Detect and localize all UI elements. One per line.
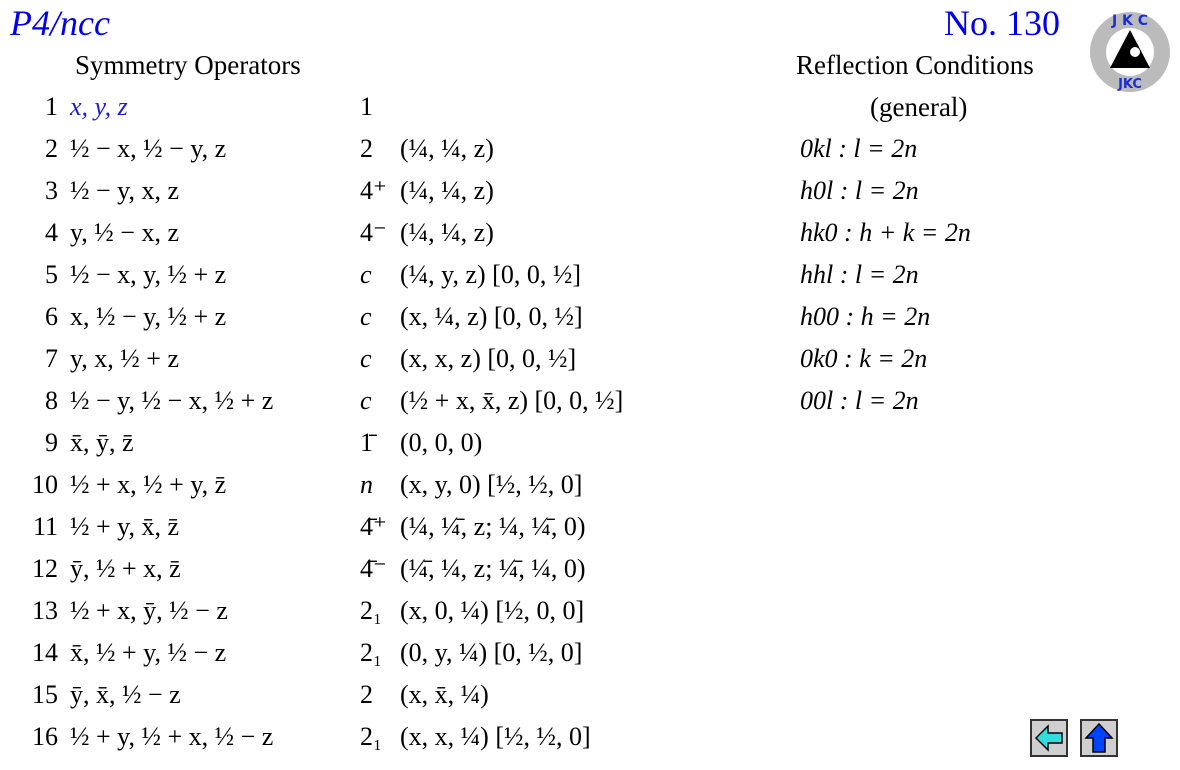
- operator-number: 3: [45, 176, 58, 205]
- operator-row: [0, 338, 273, 380]
- operator-row: [0, 86, 273, 128]
- operator-coordinates: ½ + x, ȳ, ½ − z: [70, 596, 228, 625]
- symmetry-element-row: [360, 422, 623, 464]
- symmetry-element-location: (x, x̄, ¼): [400, 680, 489, 709]
- operator-row: [0, 464, 273, 506]
- element-list: [360, 86, 623, 758]
- operator-number: 15: [32, 680, 58, 709]
- operator-number: 6: [45, 302, 58, 331]
- symmetry-element-symbol: c: [360, 344, 372, 373]
- operator-coordinates: ½ − y, ½ − x, ½ + z: [70, 386, 274, 415]
- operator-row: [0, 548, 273, 590]
- reflection-condition: 0kl : l = 2n: [800, 134, 918, 163]
- up-button[interactable]: [1080, 719, 1118, 757]
- symmetry-element-row: [360, 338, 623, 380]
- symmetry-element-location: (x, x, z) [0, 0, ½]: [400, 344, 577, 373]
- symmetry-element-row: [360, 170, 623, 212]
- symmetry-element-row: [360, 632, 623, 674]
- symmetry-element-symbol: 4̄⁺: [360, 512, 387, 541]
- operator-list: [0, 86, 273, 758]
- operator-number: 1: [45, 92, 58, 121]
- operator-row: [0, 716, 273, 758]
- reflection-condition: 00l : l = 2n: [800, 386, 919, 415]
- operator-coordinates: x̄, ȳ, z̄: [70, 428, 134, 457]
- jkc-logo: [1088, 10, 1172, 94]
- symmetry-element-symbol: 2: [360, 134, 373, 163]
- svg-text:J K C: J K C: [1111, 13, 1149, 29]
- operator-coordinates: ȳ, ½ + x, z̄: [70, 554, 181, 583]
- operator-number: 16: [32, 722, 58, 751]
- reflection-condition: hhl : l = 2n: [800, 260, 919, 289]
- operator-row: [0, 254, 273, 296]
- symmetry-element-location: (½ + x, x̄, z) [0, 0, ½]: [400, 386, 624, 415]
- reflection-condition: hk0 : h + k = 2n: [800, 218, 971, 247]
- operator-coordinates: y, x, ½ + z: [70, 344, 180, 373]
- symmetry-element-location: (x, 0, ¼) [½, 0, 0]: [400, 596, 585, 625]
- symmetry-element-row: [360, 296, 623, 338]
- operator-coordinates: ½ + x, ½ + y, z̄: [70, 470, 227, 499]
- symmetry-element-location: (¼, y, z) [0, 0, ½]: [400, 260, 581, 289]
- symmetry-element-location: (¼, ¼, z): [400, 176, 494, 205]
- operator-number: 13: [32, 596, 58, 625]
- symmetry-element-symbol: c: [360, 260, 372, 289]
- symmetry-element-symbol: c: [360, 302, 372, 331]
- operator-coordinates: x, ½ − y, ½ + z: [70, 302, 227, 331]
- space-group-number: No. 130: [944, 3, 1060, 43]
- symmetry-element-symbol: 2₁: [360, 638, 383, 667]
- symmetry-element-symbol: 2₁: [360, 722, 383, 751]
- symmetry-element-row: [360, 128, 623, 170]
- operator-coordinates: ½ − y, x, z: [70, 176, 180, 205]
- symmetry-element-row: [360, 86, 623, 128]
- operator-number: 14: [32, 638, 58, 667]
- reflection-conditions-heading: Reflection Conditions: [796, 50, 1034, 80]
- reflection-general-subheading: (general): [870, 92, 968, 122]
- operator-number: 8: [45, 386, 58, 415]
- symmetry-element-symbol: 1̄: [360, 428, 373, 457]
- operator-coordinates: ȳ, x̄, ½ − z: [70, 680, 181, 709]
- symmetry-element-symbol: n: [360, 470, 373, 499]
- operator-row: [0, 506, 273, 548]
- symmetry-element-location: (x, x, ¼) [½, ½, 0]: [400, 722, 591, 751]
- symmetry-element-row: [360, 380, 623, 422]
- operator-number: 7: [45, 344, 58, 373]
- operator-row: [0, 296, 273, 338]
- operator-number: 5: [45, 260, 58, 289]
- operator-row: [0, 170, 273, 212]
- operator-number: 10: [32, 470, 58, 499]
- symmetry-element-symbol: 1: [360, 92, 373, 121]
- operator-number: 11: [32, 512, 58, 541]
- symmetry-element-row: [360, 506, 623, 548]
- operator-coordinates: ½ − x, y, ½ + z: [70, 260, 227, 289]
- space-group-title: P4/ncc: [10, 3, 110, 43]
- symmetry-element-row: [360, 590, 623, 632]
- symmetry-element-symbol: 4̄⁻: [360, 554, 387, 583]
- symmetry-operators-heading: Symmetry Operators: [75, 50, 301, 80]
- operator-row: [0, 674, 273, 716]
- reflection-condition: 0k0 : k = 2n: [800, 344, 928, 373]
- symmetry-element-symbol: 2₁: [360, 596, 383, 625]
- operator-coordinates[interactable]: x, y, z: [70, 92, 128, 121]
- condition-list: [800, 128, 971, 422]
- operator-number: 4: [45, 218, 58, 247]
- operator-row: [0, 212, 273, 254]
- operator-row: [0, 422, 273, 464]
- symmetry-element-symbol: 2: [360, 680, 373, 709]
- operator-number: 2: [45, 134, 58, 163]
- symmetry-element-row: [360, 674, 623, 716]
- symmetry-element-row: [360, 212, 623, 254]
- operator-row: [0, 128, 273, 170]
- reflection-condition: h00 : h = 2n: [800, 302, 931, 331]
- operator-coordinates: ½ + y, ½ + x, ½ − z: [70, 722, 274, 751]
- symmetry-element-location: (0, y, ¼) [0, ½, 0]: [400, 638, 583, 667]
- operator-row: [0, 590, 273, 632]
- symmetry-element-row: [360, 548, 623, 590]
- symmetry-element-location: (x, y, 0) [½, ½, 0]: [400, 470, 583, 499]
- symmetry-element-symbol: 4⁻: [360, 218, 387, 247]
- operator-number: 9: [45, 428, 58, 457]
- operator-coordinates: y, ½ − x, z: [70, 218, 180, 247]
- symmetry-element-location: (x, ¼, z) [0, 0, ½]: [400, 302, 583, 331]
- operator-row: [0, 632, 273, 674]
- symmetry-element-row: [360, 464, 623, 506]
- symmetry-element-location: (¼, ¼, z): [400, 218, 494, 247]
- svg-text:JKC: JKC: [1118, 77, 1142, 92]
- symmetry-element-location: (¼̄, ¼, z; ¼̄, ¼, 0): [400, 554, 586, 583]
- reflection-condition: h0l : l = 2n: [800, 176, 919, 205]
- symmetry-element-location: (¼, ¼, z): [400, 134, 494, 163]
- symmetry-element-symbol: 4⁺: [360, 176, 387, 205]
- symmetry-element-row: [360, 254, 623, 296]
- symmetry-element-location: (0, 0, 0): [400, 428, 483, 457]
- back-button[interactable]: [1030, 719, 1068, 757]
- operator-number: 12: [32, 554, 58, 583]
- operator-coordinates: ½ − x, ½ − y, z: [70, 134, 227, 163]
- arrow-left-icon: [1034, 724, 1064, 752]
- symmetry-element-location: (¼, ¼̄, z; ¼, ¼̄, 0): [400, 512, 586, 541]
- operator-coordinates: x̄, ½ + y, ½ − z: [70, 638, 227, 667]
- operator-coordinates: ½ + y, x̄, z̄: [70, 512, 180, 541]
- operator-row: [0, 380, 273, 422]
- symmetry-element-row: [360, 716, 623, 758]
- arrow-up-icon: [1084, 723, 1114, 753]
- symmetry-element-symbol: c: [360, 386, 372, 415]
